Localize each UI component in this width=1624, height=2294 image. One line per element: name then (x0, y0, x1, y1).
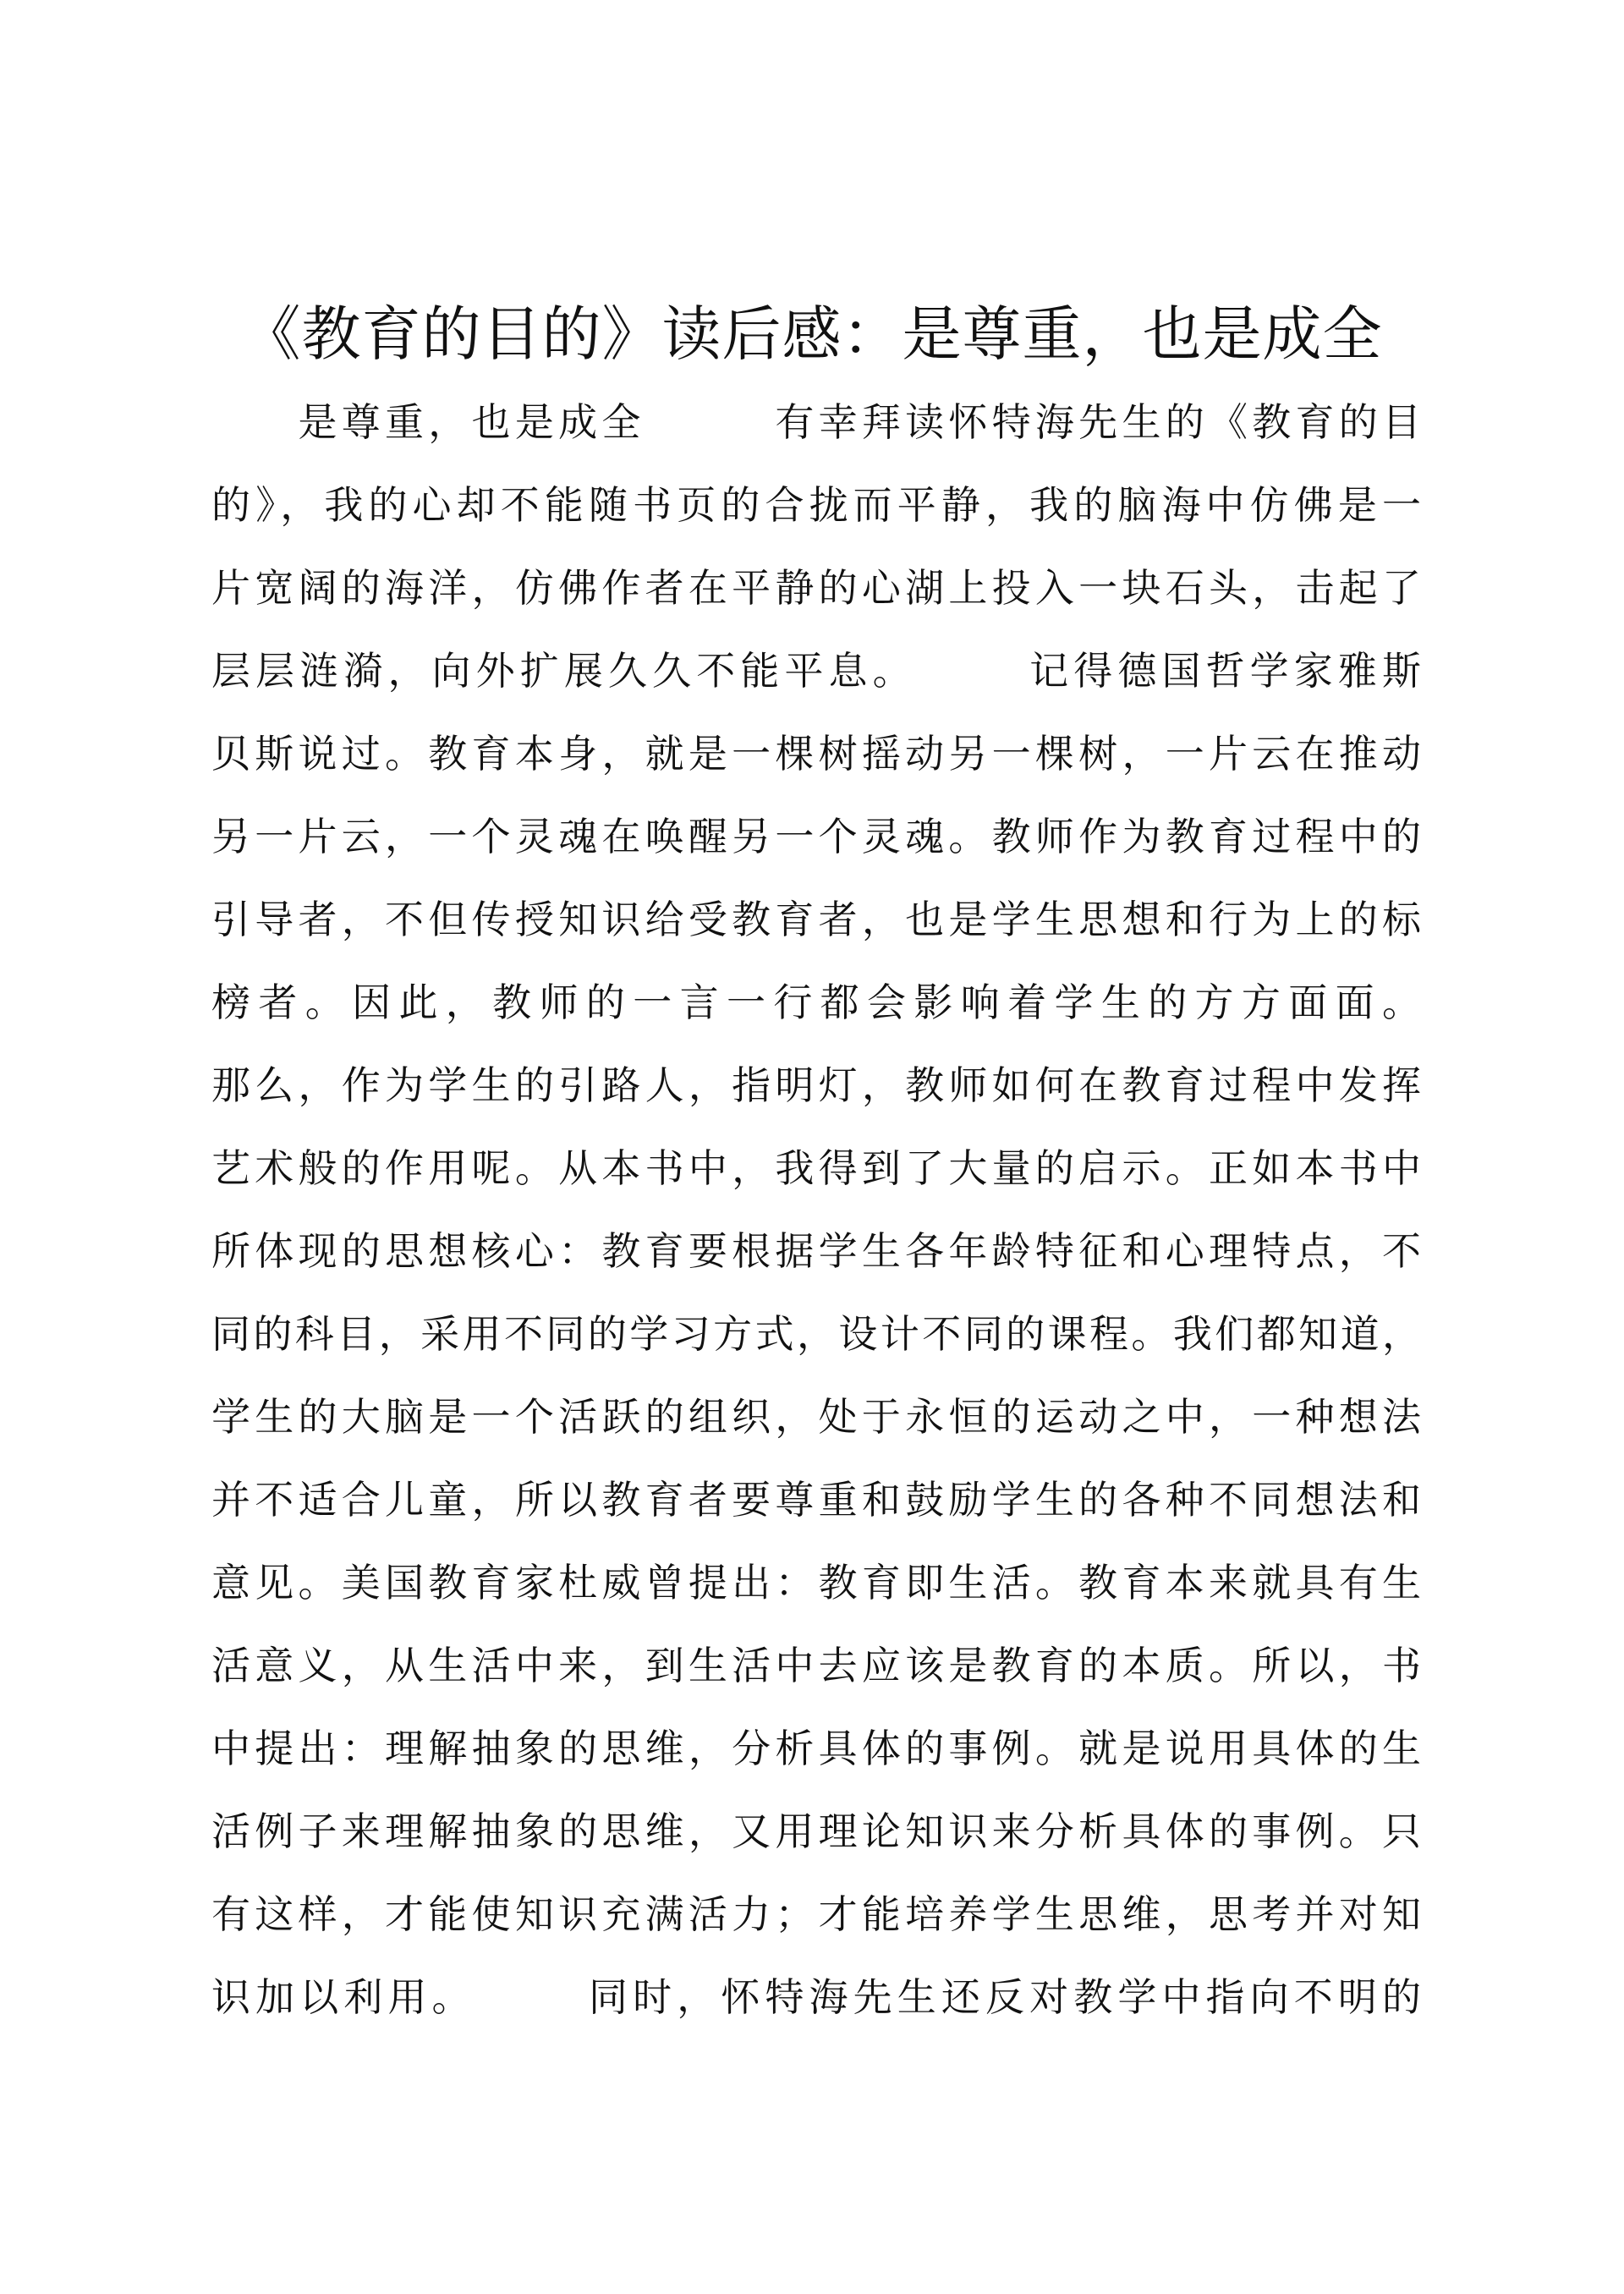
document-body (211, 381, 1421, 2039)
body-line: 榜者。因此，教师的一言一行都会影响着学生的方方面面。 (211, 980, 1421, 1025)
body-line: 片宽阔的海洋，仿佛作者在平静的心湖上投入一块石头，击起了 (211, 565, 1421, 611)
body-line: 学生的大脑是一个活跃的组织，处于永恒的运动之中，一种想法 (211, 1394, 1421, 1440)
body-line: 活例子来理解抽象的思维，又用理论知识来分析具体的事例。只 (211, 1808, 1421, 1854)
body-line: 活意义，从生活中来，到生活中去应该是教育的本质。所以，书 (211, 1643, 1421, 1688)
body-line: 引导者，不但传授知识给受教育者，也是学生思想和行为上的标 (211, 897, 1421, 942)
body-line: 并不适合儿童，所以教育者要尊重和鼓励学生的各种不同想法和 (211, 1477, 1421, 1523)
body-line: 意见。美国教育家杜威曾提出：教育即生活。教育本来就具有生 (211, 1560, 1421, 1605)
body-line: 层层涟漪，向外扩展久久不能平息。 记得德国哲学家雅斯 (211, 648, 1421, 694)
body-line: 的》，我的心却不能随书页的合拢而平静，我的脑海中仿佛是一 (211, 482, 1421, 528)
body-line: 有这样，才能使知识充满活力；才能培养学生思维，思考并对知 (211, 1891, 1421, 1937)
body-line: 那么，作为学生的引路人，指明灯，教师如何在教育过程中发挥 (211, 1062, 1421, 1108)
body-line: 同的科目，采用不同的学习方式，设计不同的课程。我们都知道， (211, 1311, 1421, 1357)
body-line: 是尊重，也是成全 有幸拜读怀特海先生的《教育的目 (211, 399, 1421, 445)
body-line: 识加以利用。 同时，怀特海先生还反对教学中指向不明的 (211, 1974, 1421, 2020)
document-title: 《教育的目的》读后感：是尊重，也是成全 (241, 299, 1383, 369)
body-line: 另一片云，一个灵魂在唤醒另一个灵魂。教师作为教育过程中的 (211, 814, 1421, 859)
body-line: 艺术般的作用呢。从本书中，我得到了大量的启示。正如本书中 (211, 1145, 1421, 1191)
body-line: 所体现的思想核心：教育要根据学生各年龄特征和心理特点，不 (211, 1228, 1421, 1274)
body-line: 中提出：理解抽象的思维，分析具体的事例。就是说用具体的生 (211, 1726, 1421, 1771)
body-line: 贝斯说过。教育本身，就是一棵树摇动另一棵树，一片云在推动 (211, 731, 1421, 777)
